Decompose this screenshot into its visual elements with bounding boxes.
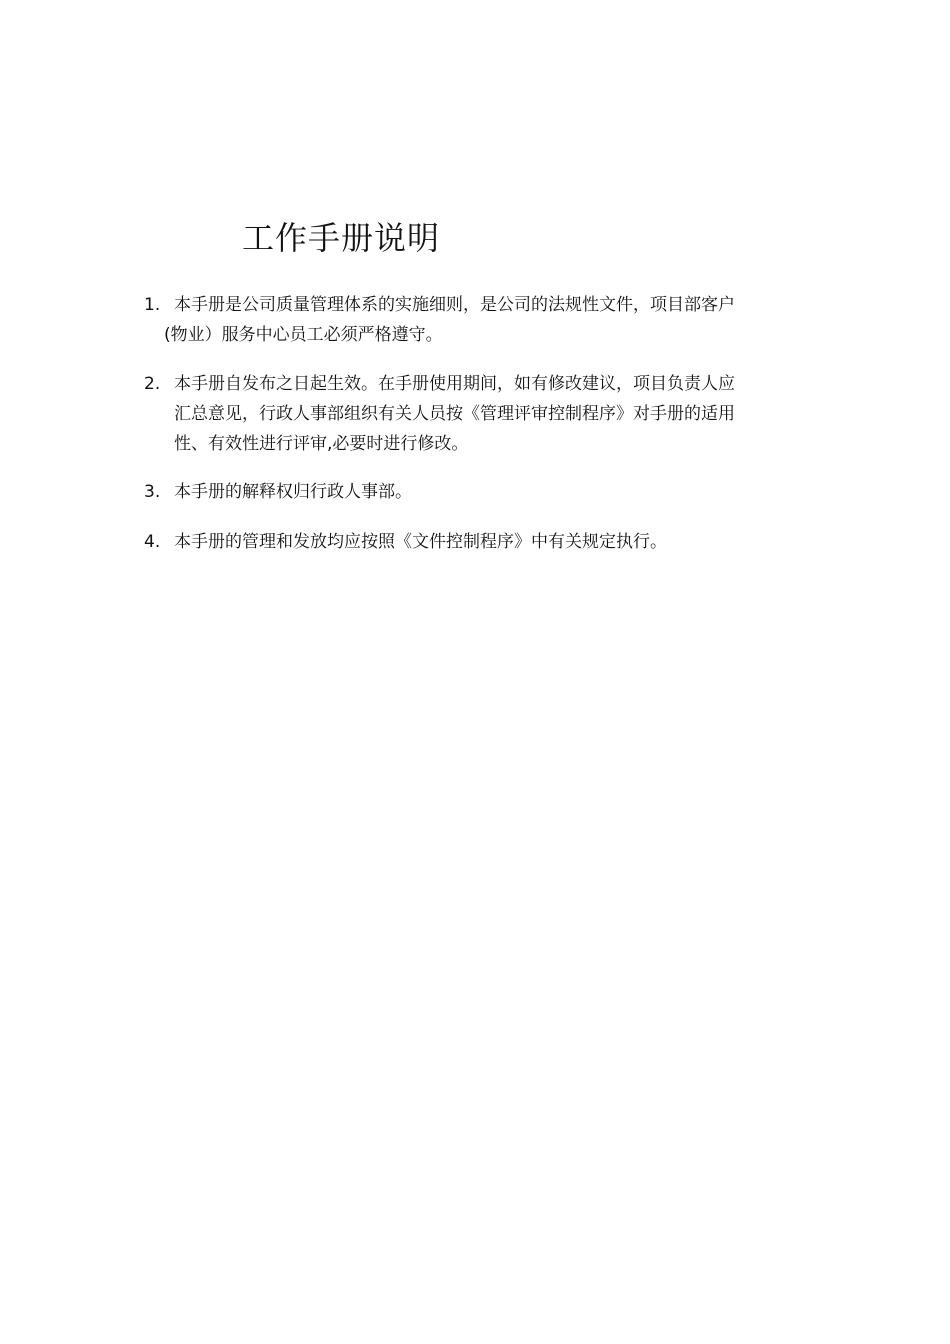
list-item-1	[144, 290, 814, 350]
list-item-4	[144, 527, 814, 557]
list-item-text-line: 本手册的管理和发放均应按照《文件控制程序》中有关规定执行。	[174, 532, 667, 552]
list-item-2	[144, 369, 814, 459]
list-item-text-line: 本手册自发布之日起生效。在手册使用期间，如有修改建议，项目负责人应	[174, 374, 735, 394]
list-item-text-line: 本手册是公司质量管理体系的实施细则，是公司的法规性文件，项目部客户	[174, 295, 735, 315]
list-item-text-line: 本手册的解释权归行政人事部。	[174, 482, 412, 502]
list-item-number: 1.	[144, 295, 161, 315]
list-item-number: 4.	[144, 532, 161, 552]
list-item-text-line: 性、有效性进行评审,必要时进行修改。	[174, 434, 469, 454]
page-title: 工作手册说明	[242, 219, 441, 257]
list-item-number: 2.	[144, 374, 161, 394]
list-item-text-line: 汇总意见，行政人事部组织有关人员按《管理评审控制程序》对手册的适用	[174, 404, 735, 424]
list-item-3	[144, 477, 814, 507]
list-item-text-line: (物业）服务中心员工必须严格遵守。	[164, 325, 443, 345]
list-item-number: 3.	[144, 482, 161, 502]
